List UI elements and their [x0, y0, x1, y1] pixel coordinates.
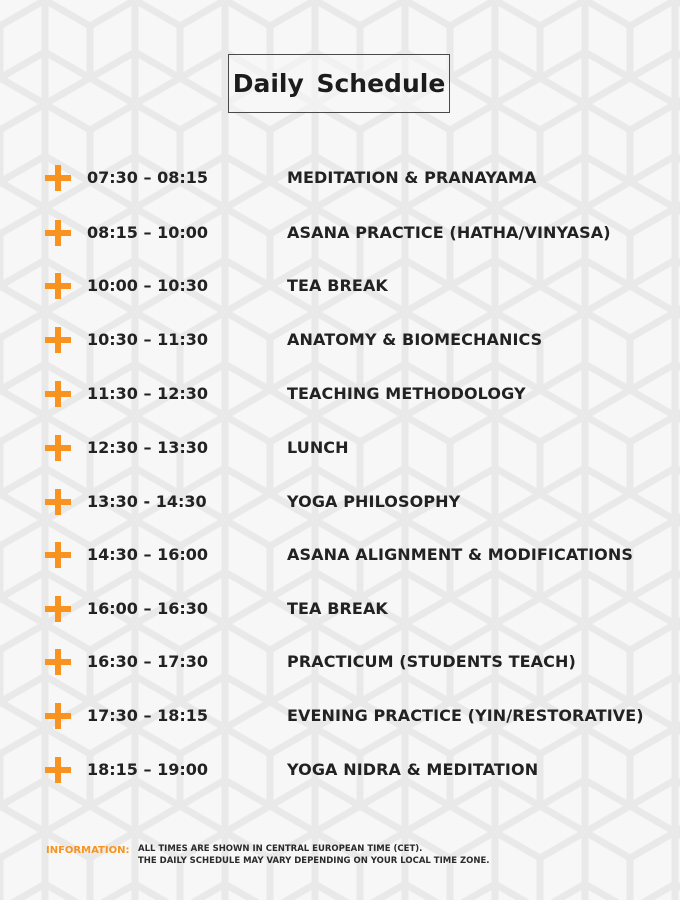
activity-name: EVENING PRACTICE (YIN/RESTORATIVE) [287, 706, 644, 725]
time-slot: 18:15 – 19:00 [87, 760, 208, 779]
schedule-row [0, 540, 680, 570]
schedule-row [0, 325, 680, 355]
plus-icon [45, 596, 71, 622]
schedule-row [0, 271, 680, 301]
information-line-variation: THE DAILY SCHEDULE MAY VARY DEPENDING ON YOUR LOCAL TIME ZONE. [138, 856, 490, 866]
information-text [138, 843, 490, 867]
time-slot: 11:30 – 12:30 [87, 384, 208, 403]
activity-name: TEA BREAK [287, 276, 388, 295]
page-title: Daily Schedule [232, 69, 446, 98]
plus-icon [45, 327, 71, 353]
schedule-row [0, 647, 680, 677]
time-slot: 14:30 – 16:00 [87, 545, 208, 564]
plus-icon [45, 489, 71, 515]
schedule-row [0, 487, 680, 517]
schedule-row [0, 594, 680, 624]
plus-icon [45, 273, 71, 299]
activity-name: LUNCH [287, 438, 349, 457]
time-slot: 16:30 – 17:30 [87, 652, 208, 671]
time-slot: 08:15 – 10:00 [87, 223, 208, 242]
activity-name: YOGA PHILOSOPHY [287, 492, 461, 511]
plus-icon [45, 649, 71, 675]
schedule-row [0, 218, 680, 248]
time-slot: 13:30 - 14:30 [87, 492, 207, 511]
title-box [228, 54, 450, 113]
activity-name: TEACHING METHODOLOGY [287, 384, 526, 403]
activity-name: ASANA PRACTICE (HATHA/VINYASA) [287, 223, 611, 242]
information-label: INFORMATION: [46, 845, 130, 856]
plus-icon [45, 165, 71, 191]
schedule-row [0, 163, 680, 193]
schedule-row [0, 433, 680, 463]
activity-name: MEDITATION & PRANAYAMA [287, 168, 537, 187]
plus-icon [45, 220, 71, 246]
activity-name: PRACTICUM (STUDENTS TEACH) [287, 652, 576, 671]
plus-icon [45, 703, 71, 729]
activity-name: ASANA ALIGNMENT & MODIFICATIONS [287, 545, 633, 564]
information-line-timezone: ALL TIMES ARE SHOWN IN CENTRAL EUROPEAN TIME (CET). [138, 844, 423, 854]
schedule-row [0, 701, 680, 731]
plus-icon [45, 542, 71, 568]
time-slot: 07:30 – 08:15 [87, 168, 208, 187]
time-slot: 12:30 – 13:30 [87, 438, 208, 457]
time-slot: 17:30 – 18:15 [87, 706, 208, 725]
time-slot: 16:00 – 16:30 [87, 599, 208, 618]
schedule-row [0, 755, 680, 785]
plus-icon [45, 435, 71, 461]
plus-icon [45, 381, 71, 407]
time-slot: 10:30 – 11:30 [87, 330, 208, 349]
plus-icon [45, 757, 71, 783]
schedule-row [0, 379, 680, 409]
activity-name: YOGA NIDRA & MEDITATION [287, 760, 539, 779]
time-slot: 10:00 – 10:30 [87, 276, 208, 295]
activity-name: ANATOMY & BIOMECHANICS [287, 330, 543, 349]
activity-name: TEA BREAK [287, 599, 388, 618]
